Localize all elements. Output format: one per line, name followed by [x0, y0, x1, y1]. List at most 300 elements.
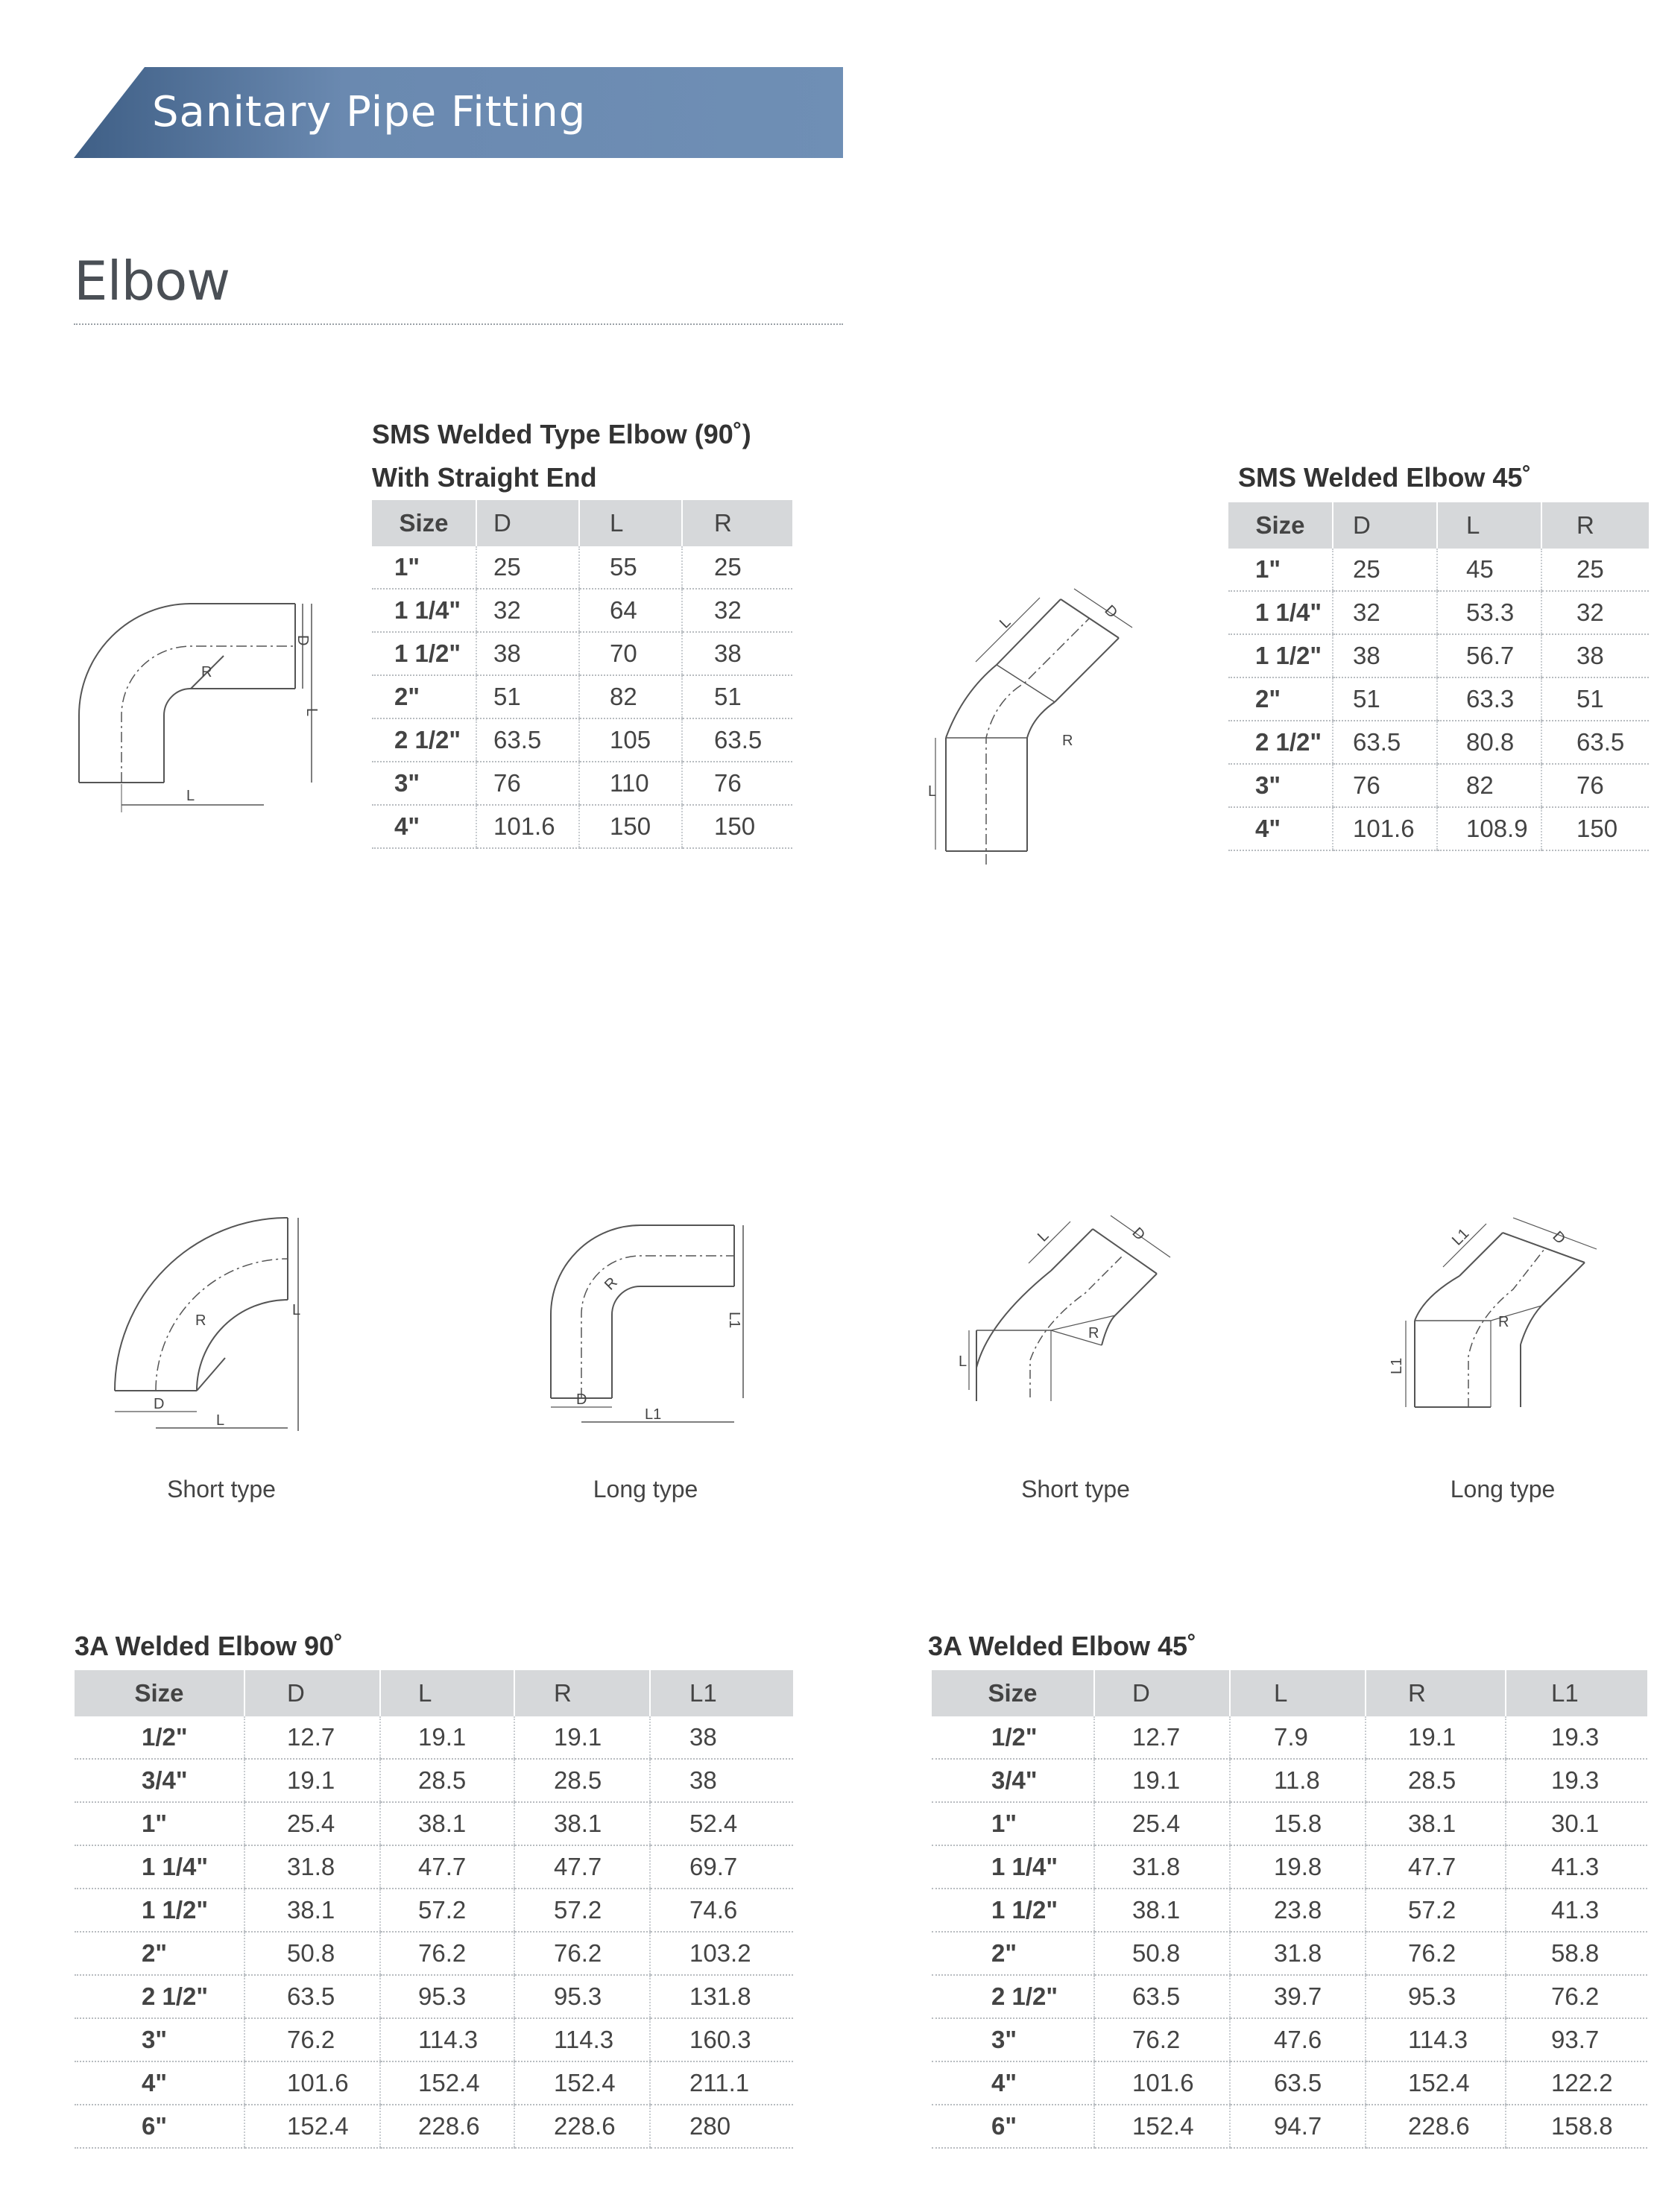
- cell-text: 94.7: [1274, 2112, 1322, 2140]
- cell-text: 47.7: [554, 1853, 602, 1880]
- value-cell: [1437, 807, 1541, 850]
- size-cell: [932, 1802, 1094, 1845]
- table-row: [1228, 807, 1649, 850]
- value-cell: [1366, 2061, 1506, 2105]
- sms45-elbow-diagram: [928, 589, 1181, 872]
- cell-text: 19.3: [1551, 1723, 1600, 1751]
- size-cell: [75, 2018, 244, 2061]
- column-header: [476, 500, 579, 546]
- cell-text: 93.7: [1551, 2026, 1600, 2053]
- column-header-label: D: [1353, 511, 1371, 539]
- table-row: [75, 1716, 793, 1759]
- column-header: [682, 500, 792, 546]
- column-header: [75, 1670, 244, 1716]
- cell-text: 2 1/2": [394, 726, 461, 753]
- value-cell: [1230, 1975, 1366, 2018]
- value-cell: [1094, 1716, 1230, 1759]
- value-cell: [1333, 764, 1437, 807]
- value-cell: [1506, 1975, 1647, 2018]
- cell-text: 41.3: [1551, 1896, 1600, 1924]
- cell-text: 19.1: [1132, 1766, 1181, 1794]
- table-header-row: [75, 1670, 793, 1716]
- cell-text: 1 1/4": [1255, 598, 1322, 626]
- cell-text: 19.1: [554, 1723, 602, 1751]
- cell-text: 50.8: [1132, 1939, 1181, 1967]
- cell-text: 1 1/2": [142, 1896, 209, 1924]
- sms90-elbow-diagram: [75, 589, 320, 820]
- cell-text: 63.5: [287, 1982, 335, 2010]
- value-cell: [650, 2018, 793, 2061]
- label-l1: L1: [726, 1312, 742, 1329]
- cell-text: 25.4: [287, 1810, 335, 1837]
- cell-text: 53.3: [1466, 598, 1515, 626]
- cell-text: 38: [714, 639, 742, 667]
- value-cell: [514, 2061, 650, 2105]
- cell-text: 55: [610, 553, 637, 581]
- cell-text: 95.3: [1408, 1982, 1456, 2010]
- value-cell: [650, 1932, 793, 1975]
- column-header: [1230, 1670, 1366, 1716]
- long-90-elbow-diagram: [548, 1222, 749, 1431]
- cell-text: 70: [610, 639, 637, 667]
- cell-text: 3": [1255, 771, 1281, 799]
- label-d: D: [294, 635, 311, 646]
- cell-text: 4": [1255, 815, 1281, 842]
- table-row: [932, 2105, 1647, 2148]
- value-cell: [650, 1802, 793, 1845]
- column-header: [380, 1670, 514, 1716]
- cell-text: 3/4": [142, 1766, 188, 1794]
- cell-text: 4": [394, 812, 420, 840]
- size-cell: [372, 718, 476, 762]
- column-header-label: L: [610, 509, 624, 537]
- value-cell: [380, 2105, 514, 2148]
- value-cell: [514, 2018, 650, 2061]
- table-row: [372, 762, 792, 805]
- value-cell: [1366, 1975, 1506, 2018]
- a3-90-title: 3A Welded Elbow 90˚: [75, 1631, 344, 1661]
- cell-text: 150: [1576, 815, 1618, 842]
- cell-text: 38: [1576, 642, 1604, 669]
- cell-text: 58.8: [1551, 1939, 1600, 1967]
- cell-text: 23.8: [1274, 1896, 1322, 1924]
- value-cell: [1094, 2105, 1230, 2148]
- value-cell: [650, 2105, 793, 2148]
- page-title: Elbow: [74, 250, 230, 312]
- size-cell: [75, 1975, 244, 2018]
- label-d: D: [154, 1396, 165, 1412]
- cell-text: 2 1/2": [991, 1982, 1058, 2010]
- value-cell: [650, 1759, 793, 1802]
- cell-text: 76.2: [1408, 1939, 1456, 1967]
- cell-text: 63.5: [714, 726, 763, 753]
- label-l1-bottom: L1: [645, 1406, 662, 1423]
- value-cell: [1541, 634, 1649, 677]
- value-cell: [682, 632, 792, 675]
- a3-90-table: [75, 1670, 793, 2149]
- cell-text: 57.2: [1408, 1896, 1456, 1924]
- value-cell: [380, 2061, 514, 2105]
- value-cell: [1541, 807, 1649, 850]
- value-cell: [244, 2018, 380, 2061]
- value-cell: [682, 675, 792, 718]
- cell-text: 1": [991, 1810, 1017, 1837]
- label-r: R: [1088, 1325, 1099, 1342]
- value-cell: [514, 1759, 650, 1802]
- cell-text: 63.5: [1274, 2069, 1322, 2096]
- value-cell: [244, 1845, 380, 1889]
- cell-text: 152.4: [554, 2069, 616, 2096]
- label-l-side: L: [928, 783, 937, 800]
- value-cell: [380, 1889, 514, 1932]
- cell-text: 76.2: [1551, 1982, 1600, 2010]
- cell-text: 39.7: [1274, 1982, 1322, 2010]
- table-row: [1228, 591, 1649, 634]
- value-cell: [1230, 2061, 1366, 2105]
- cell-text: 63.3: [1466, 685, 1515, 712]
- size-cell: [1228, 677, 1333, 721]
- value-cell: [1230, 1845, 1366, 1889]
- cell-text: 38.1: [287, 1896, 335, 1924]
- cell-text: 80.8: [1466, 728, 1515, 756]
- cell-text: 45: [1466, 555, 1494, 583]
- cell-text: 6": [991, 2112, 1017, 2140]
- value-cell: [1506, 1802, 1647, 1845]
- cell-text: 38.1: [1132, 1896, 1181, 1924]
- size-cell: [75, 2105, 244, 2148]
- value-cell: [244, 2061, 380, 2105]
- cell-text: 63.5: [493, 726, 542, 753]
- cell-text: 76.2: [418, 1939, 467, 1967]
- cell-text: 38.1: [1408, 1810, 1456, 1837]
- cell-text: 2 1/2": [142, 1982, 209, 2010]
- value-cell: [1437, 591, 1541, 634]
- table-row: [1228, 549, 1649, 591]
- cell-text: 28.5: [418, 1766, 467, 1794]
- value-cell: [476, 805, 579, 848]
- size-cell: [372, 805, 476, 848]
- value-cell: [244, 1759, 380, 1802]
- size-cell: [75, 1932, 244, 1975]
- value-cell: [1094, 1975, 1230, 2018]
- size-cell: [75, 1889, 244, 1932]
- cell-text: 63.5: [1353, 728, 1401, 756]
- value-cell: [380, 1716, 514, 1759]
- value-cell: [1094, 1845, 1230, 1889]
- table-row: [372, 675, 792, 718]
- cell-text: 101.6: [493, 812, 555, 840]
- cell-text: 122.2: [1551, 2069, 1613, 2096]
- table-row: [1228, 721, 1649, 764]
- value-cell: [514, 1975, 650, 2018]
- label-l1-side: L1: [1389, 1357, 1405, 1374]
- cell-text: 152.4: [287, 2112, 349, 2140]
- cell-text: 4": [142, 2069, 167, 2096]
- value-cell: [1506, 2105, 1647, 2148]
- table-row: [372, 632, 792, 675]
- cell-text: 69.7: [689, 1853, 738, 1880]
- column-header: [244, 1670, 380, 1716]
- value-cell: [1437, 677, 1541, 721]
- value-cell: [1506, 1889, 1647, 1932]
- column-header-label: D: [493, 509, 511, 537]
- value-cell: [1366, 1716, 1506, 1759]
- cell-text: 1 1/4": [394, 596, 461, 624]
- label-r: R: [1498, 1314, 1509, 1330]
- column-header: [1437, 502, 1541, 549]
- value-cell: [1541, 721, 1649, 764]
- label-l: L: [303, 708, 320, 717]
- cell-text: 1 1/2": [991, 1896, 1058, 1924]
- a3-45-title: 3A Welded Elbow 45˚: [928, 1631, 1197, 1661]
- cell-text: 1/2": [142, 1723, 188, 1751]
- value-cell: [1230, 1889, 1366, 1932]
- cell-text: 1": [394, 553, 420, 581]
- cell-text: 51: [714, 683, 742, 710]
- cell-text: 110: [610, 769, 649, 797]
- value-cell: [650, 1845, 793, 1889]
- cell-text: 51: [1576, 685, 1604, 712]
- value-cell: [579, 762, 682, 805]
- cell-text: 114.3: [554, 2026, 614, 2053]
- column-header-label: R: [554, 1679, 572, 1707]
- cell-text: 3/4": [991, 1766, 1038, 1794]
- value-cell: [1366, 1759, 1506, 1802]
- sms90-title-line2: With Straight End: [372, 462, 597, 493]
- value-cell: [579, 589, 682, 632]
- cell-text: 25: [493, 553, 521, 581]
- cell-text: 101.6: [1132, 2069, 1194, 2096]
- value-cell: [1437, 721, 1541, 764]
- cell-text: 74.6: [689, 1896, 738, 1924]
- value-cell: [1230, 2105, 1366, 2148]
- label-d: D: [1549, 1227, 1569, 1248]
- size-cell: [372, 675, 476, 718]
- cell-text: 57.2: [418, 1896, 467, 1924]
- cell-text: 19.8: [1274, 1853, 1322, 1880]
- cell-text: 31.8: [1274, 1939, 1322, 1967]
- value-cell: [1094, 1759, 1230, 1802]
- value-cell: [579, 632, 682, 675]
- value-cell: [1506, 1932, 1647, 1975]
- cell-text: 82: [610, 683, 637, 710]
- cell-text: 76: [1353, 771, 1380, 799]
- cell-text: 25: [1576, 555, 1604, 583]
- value-cell: [1333, 549, 1437, 591]
- label-d: D: [1129, 1224, 1149, 1244]
- value-cell: [244, 1932, 380, 1975]
- cell-text: 160.3: [689, 2026, 751, 2053]
- title-divider: [74, 323, 843, 325]
- size-cell: [75, 1802, 244, 1845]
- cell-text: 12.7: [287, 1723, 335, 1751]
- value-cell: [476, 589, 579, 632]
- value-cell: [1366, 2018, 1506, 2061]
- column-header-label: R: [1576, 511, 1594, 539]
- cell-text: 52.4: [689, 1810, 738, 1837]
- value-cell: [514, 1845, 650, 1889]
- value-cell: [1094, 1802, 1230, 1845]
- cell-text: 15.8: [1274, 1810, 1322, 1837]
- cell-text: 25: [1353, 555, 1380, 583]
- value-cell: [1437, 764, 1541, 807]
- size-cell: [932, 1845, 1094, 1889]
- cell-text: 76: [714, 769, 742, 797]
- size-cell: [75, 1759, 244, 1802]
- value-cell: [1541, 549, 1649, 591]
- cell-text: 131.8: [689, 1982, 751, 2010]
- value-cell: [1333, 591, 1437, 634]
- value-cell: [1366, 1802, 1506, 1845]
- value-cell: [514, 1889, 650, 1932]
- value-cell: [579, 805, 682, 848]
- label-d: D: [576, 1391, 587, 1408]
- value-cell: [682, 762, 792, 805]
- value-cell: [650, 2061, 793, 2105]
- cell-text: 38: [689, 1766, 717, 1794]
- cell-text: 158.8: [1551, 2112, 1613, 2140]
- value-cell: [476, 632, 579, 675]
- cell-text: 1": [142, 1810, 167, 1837]
- cell-text: 105: [610, 726, 651, 753]
- value-cell: [244, 1716, 380, 1759]
- size-cell: [932, 2105, 1094, 2148]
- cell-text: 82: [1466, 771, 1494, 799]
- cell-text: 51: [1353, 685, 1380, 712]
- value-cell: [650, 1889, 793, 1932]
- cell-text: 1 1/2": [394, 639, 461, 667]
- value-cell: [514, 1932, 650, 1975]
- size-cell: [1228, 764, 1333, 807]
- value-cell: [244, 2105, 380, 2148]
- value-cell: [380, 2018, 514, 2061]
- value-cell: [476, 762, 579, 805]
- caption-long-90: Long type: [593, 1476, 698, 1502]
- cell-text: 63.5: [1132, 1982, 1181, 2010]
- cell-text: 19.1: [1408, 1723, 1456, 1751]
- cell-text: 150: [610, 812, 651, 840]
- table-row: [75, 1889, 793, 1932]
- caption-short-90: Short type: [167, 1476, 276, 1502]
- column-header-label: L: [418, 1679, 432, 1707]
- column-header: [1228, 502, 1333, 549]
- label-r: R: [201, 664, 212, 680]
- size-cell: [1228, 807, 1333, 850]
- cell-text: 32: [1353, 598, 1380, 626]
- label-r: R: [195, 1312, 206, 1329]
- cell-text: 30.1: [1551, 1810, 1600, 1837]
- cell-text: 38.1: [554, 1810, 602, 1837]
- value-cell: [682, 546, 792, 589]
- cell-text: 2": [991, 1939, 1017, 1967]
- cell-text: 38.1: [418, 1810, 467, 1837]
- value-cell: [1230, 1759, 1366, 1802]
- cell-text: 47.7: [418, 1853, 467, 1880]
- value-cell: [1333, 807, 1437, 850]
- cell-text: 1 1/2": [1255, 642, 1322, 669]
- cell-text: 95.3: [418, 1982, 467, 2010]
- table-header-row: [1228, 502, 1649, 549]
- sms45-title: SMS Welded Elbow 45˚: [1238, 462, 1532, 493]
- value-cell: [476, 675, 579, 718]
- value-cell: [682, 805, 792, 848]
- short-45-elbow-diagram: [959, 1211, 1178, 1412]
- banner-title: Sanitary Pipe Fitting: [152, 88, 587, 136]
- size-cell: [1228, 591, 1333, 634]
- cell-text: 25: [714, 553, 742, 581]
- cell-text: 19.3: [1551, 1766, 1600, 1794]
- size-cell: [1228, 634, 1333, 677]
- a3-45-table: [932, 1670, 1647, 2149]
- cell-text: 19.1: [418, 1723, 467, 1751]
- value-cell: [514, 1716, 650, 1759]
- column-header-label: L1: [1551, 1679, 1579, 1707]
- size-cell: [1228, 549, 1333, 591]
- column-header: [932, 1670, 1094, 1716]
- caption-short-45: Short type: [1021, 1476, 1130, 1502]
- sms90-title: [372, 413, 751, 499]
- column-header: [1506, 1670, 1647, 1716]
- table-row: [1228, 677, 1649, 721]
- table-header-row: [932, 1670, 1647, 1716]
- size-cell: [1228, 721, 1333, 764]
- label-d: D: [1101, 601, 1121, 622]
- value-cell: [1366, 2105, 1506, 2148]
- column-header: [1333, 502, 1437, 549]
- table-row: [75, 2018, 793, 2061]
- table-row: [932, 1759, 1647, 1802]
- label-l-bottom: L: [216, 1412, 225, 1429]
- value-cell: [682, 718, 792, 762]
- size-cell: [932, 1716, 1094, 1759]
- cell-text: 2 1/2": [1255, 728, 1322, 756]
- cell-text: 108.9: [1466, 815, 1528, 842]
- cell-text: 6": [142, 2112, 167, 2140]
- cell-text: 64: [610, 596, 637, 624]
- cell-text: 2": [394, 683, 420, 710]
- value-cell: [514, 1802, 650, 1845]
- label-r: R: [601, 1274, 621, 1294]
- value-cell: [380, 1759, 514, 1802]
- value-cell: [1230, 1716, 1366, 1759]
- table-row: [1228, 764, 1649, 807]
- cell-text: 152.4: [1408, 2069, 1470, 2096]
- value-cell: [1366, 1889, 1506, 1932]
- table-row: [932, 2061, 1647, 2105]
- cell-text: 1": [1255, 555, 1281, 583]
- cell-text: 3": [991, 2026, 1017, 2053]
- cell-text: 32: [714, 596, 742, 624]
- value-cell: [476, 546, 579, 589]
- size-cell: [932, 1975, 1094, 2018]
- column-header-label: R: [1408, 1679, 1426, 1707]
- column-header-label: Size: [1255, 511, 1305, 539]
- cell-text: 228.6: [1408, 2112, 1470, 2140]
- value-cell: [1230, 1802, 1366, 1845]
- cell-text: 1 1/4": [991, 1853, 1058, 1880]
- cell-text: 32: [493, 596, 521, 624]
- table-row: [932, 1845, 1647, 1889]
- table-row: [932, 1889, 1647, 1932]
- value-cell: [579, 718, 682, 762]
- value-cell: [1333, 634, 1437, 677]
- value-cell: [244, 1975, 380, 2018]
- size-cell: [932, 1759, 1094, 1802]
- cell-text: 1 1/4": [142, 1853, 209, 1880]
- table-row: [75, 1802, 793, 1845]
- value-cell: [1541, 764, 1649, 807]
- value-cell: [1094, 1889, 1230, 1932]
